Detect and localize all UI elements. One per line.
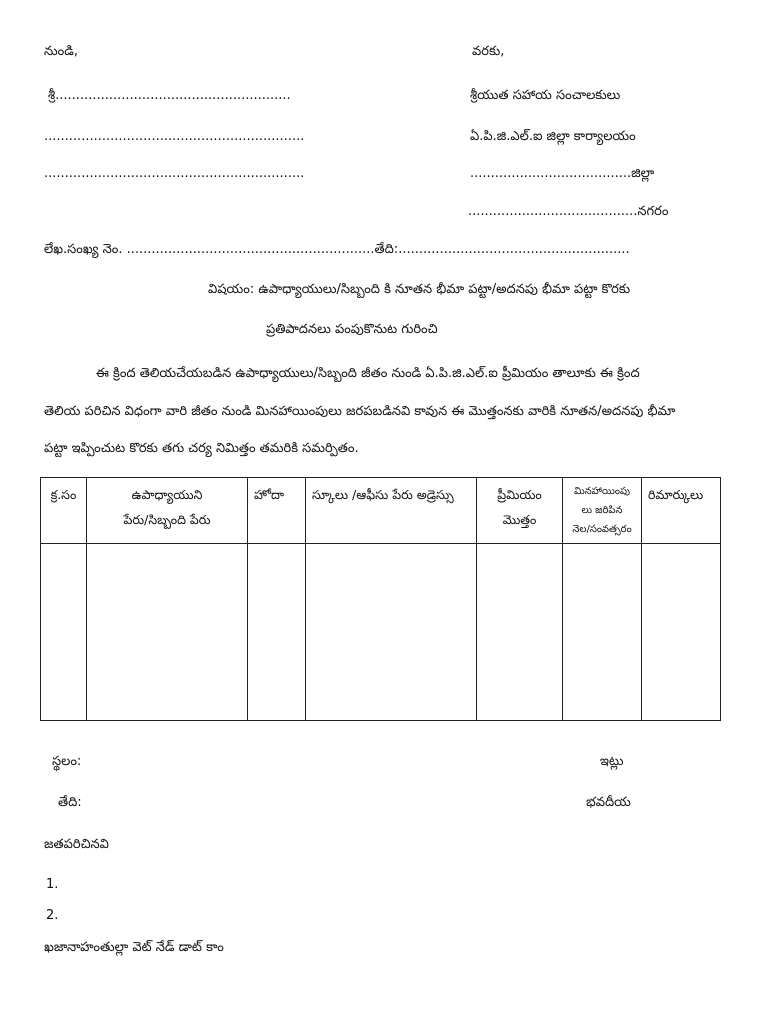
enclosure-item-1: 1. (46, 877, 59, 892)
cell-remarks[interactable] (642, 544, 721, 721)
to-line-3: .......................................జిల్లా (470, 166, 655, 181)
premium-table (40, 477, 721, 721)
header-name-line-2: పేరు/సిబ్బంది పేరు (123, 512, 211, 527)
from-line-3: ............................................................... (44, 166, 305, 181)
cell-sno[interactable] (41, 544, 87, 721)
body-line-1: ఈ క్రింద తెలియచేయబడిన ఉపాధ్యాయులు/సిబ్బంది జీతం నుండి ఏ.పి.జి.ఎల్.ఐ ప్రీమియం తాలూకు ఈ క్రింద (96, 366, 640, 381)
signature-label: భవదీయ (586, 795, 631, 810)
site-credit: ఖజానాహంతుల్లా వెట్ నేడ్ డాట్ కాం (44, 940, 224, 955)
reference-number-line: లేఖ.సంఖ్య నెం. ............................................................తేది:........................................................ (44, 242, 630, 257)
subject-line-1: విషయం: ఉపాధ్యాయులు/సిబ్బంది కి నూతన భీమా పట్టా/అదనపు భీమా పట్టా కొరకు (208, 282, 631, 297)
from-line-2: ............................................................... (44, 129, 305, 144)
header-name (87, 478, 248, 544)
to-label: వరకు, (472, 44, 505, 59)
header-deduction-line-2: లు జరిపిన (581, 505, 623, 516)
cell-name[interactable] (87, 544, 248, 721)
to-line-2: ఏ.పి.జి.ఎల్.ఐ జిల్లా కార్యాలయం (470, 129, 636, 144)
header-remarks: రిమార్కులు (642, 478, 721, 544)
cell-deduction[interactable] (563, 544, 642, 721)
cell-address[interactable] (306, 544, 477, 721)
body-line-3: పట్టా ఇప్పించుట కొరకు తగు చర్య నిమిత్తం తమరికి సమర్పితం. (44, 441, 359, 456)
subject-line-2: ప్రతిపాదనలు పంపుకొనుట గురించి (266, 322, 438, 337)
from-label: నుండి, (44, 44, 78, 59)
place-label: స్థలం: (52, 754, 82, 769)
table-header-row (41, 478, 721, 544)
enclosures-label: జతపరిచినవి (44, 837, 109, 852)
table-row (41, 544, 721, 721)
from-name-line: శ్రీ......................................................... (48, 88, 291, 103)
header-designation: హోదా (248, 478, 306, 544)
yours-label: ఇట్లు (600, 754, 624, 769)
header-name-line-1: ఉపాధ్యాయుని (131, 487, 203, 502)
cell-premium[interactable] (477, 544, 563, 721)
date-label: తేది: (58, 795, 82, 810)
header-address: స్కూలు /ఆఫీసు పేరు అడ్రెస్సు (306, 478, 477, 544)
header-premium (477, 478, 563, 544)
cell-designation[interactable] (248, 544, 306, 721)
to-line-1: శ్రీయుత సహాయ సంచాలకులు (470, 88, 621, 103)
header-deduction-line-1: మినహాయింపు (574, 486, 630, 497)
header-premium-line-2: మొత్తం (502, 512, 537, 527)
enclosure-item-2: 2. (46, 908, 59, 923)
header-premium-line-1: ప్రీమియం (497, 487, 542, 502)
header-deduction (563, 478, 642, 544)
body-line-2: తెలియ పరిచిన విధంగా వారి జీతం నుండి మినహాయింపులు జరపబడినవి కావున ఈ మొత్తంనకు వారికి నూతన/అదనపు భీమా (44, 404, 676, 419)
header-sno: క్ర.సం (41, 478, 87, 544)
header-deduction-line-3: నెల/సంవత్సరం (572, 524, 632, 535)
to-line-4: .........................................నగరం (468, 204, 669, 219)
